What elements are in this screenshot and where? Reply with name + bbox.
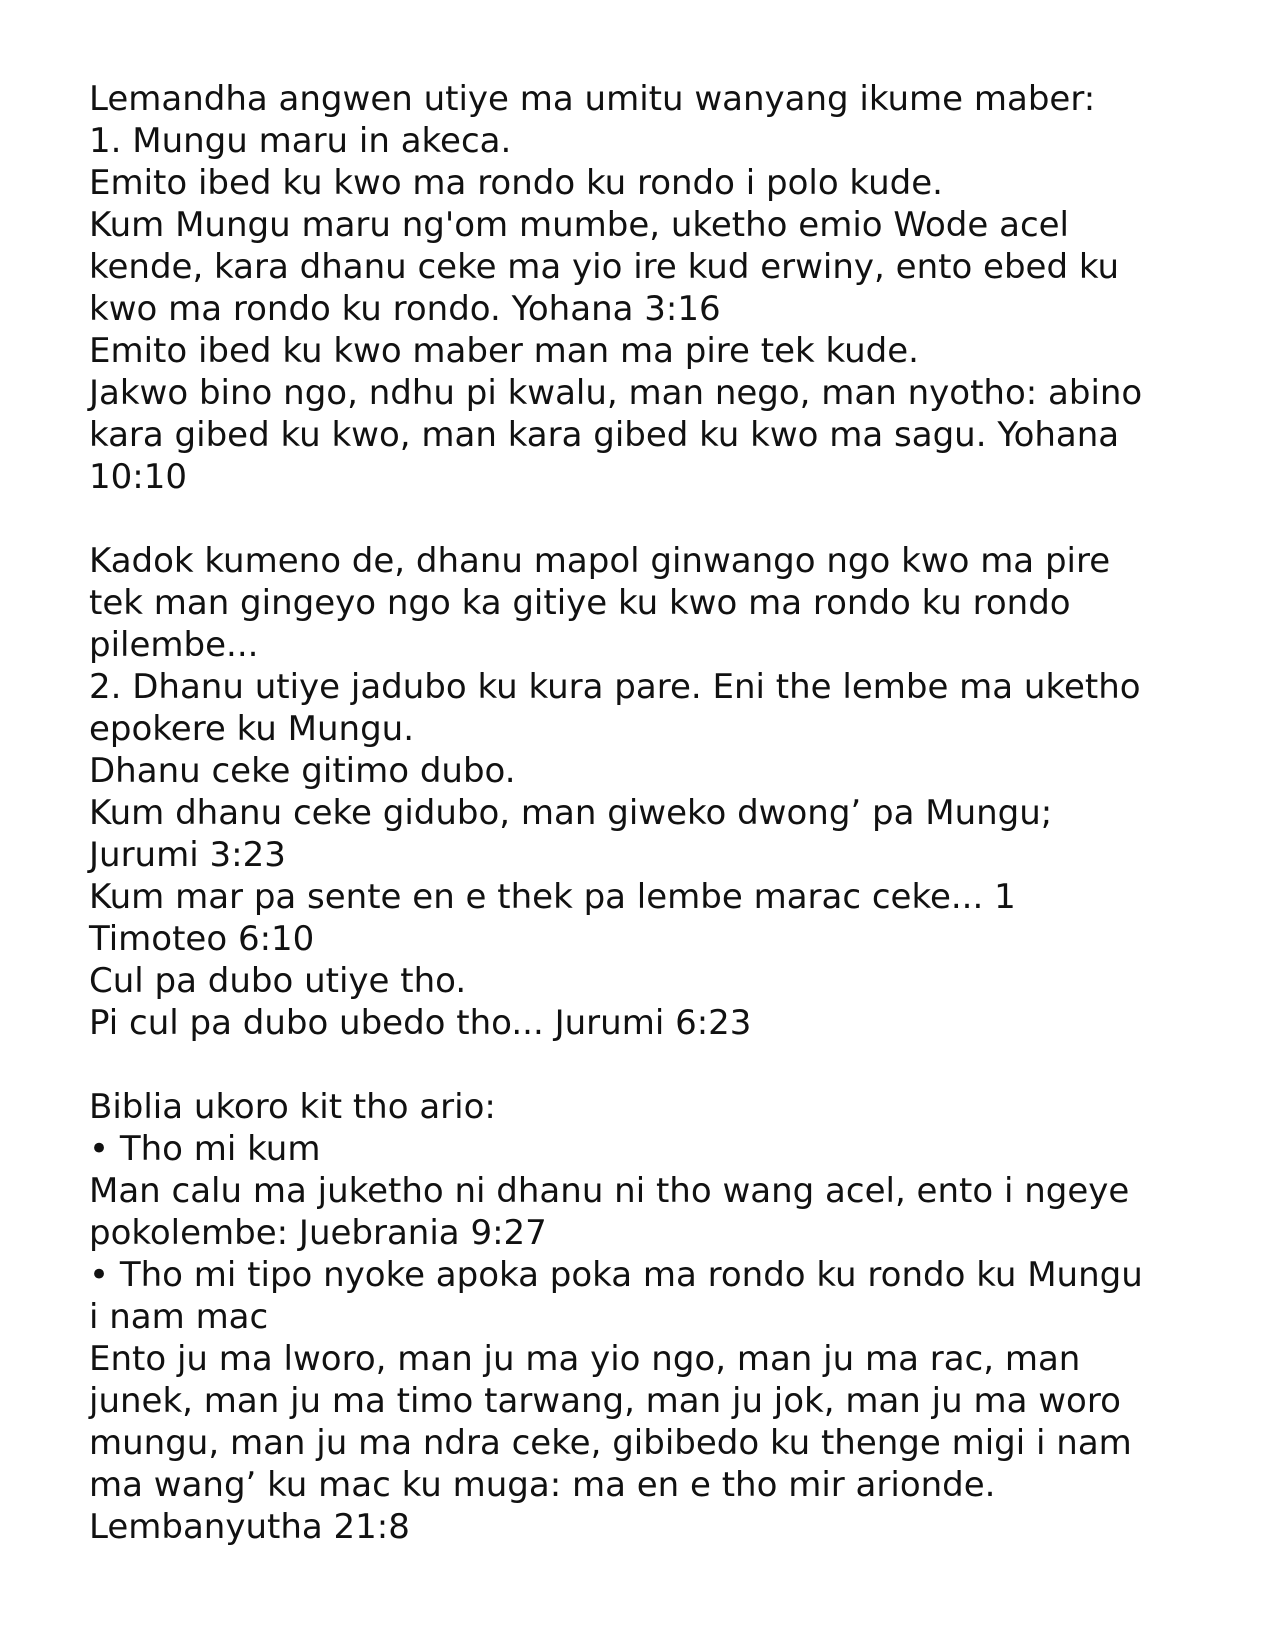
text-line: Jakwo bino ngo, ndhu pi kwalu, man nego, man nyotho: abino: [89, 373, 1143, 413]
document-page: [89, 78, 1209, 1548]
section-two-deaths: [89, 1086, 1209, 1548]
text-line: Man calu ma juketho ni dhanu ni tho wang acel, ento i ngeye: [89, 1171, 1130, 1211]
text-line: 1. Mungu maru in akeca.: [89, 121, 512, 161]
text-line: Dhanu ceke gitimo dubo.: [89, 751, 516, 791]
text-line: pilembe...: [89, 625, 259, 665]
text-line: junek, man ju ma timo tarwang, man ju jok, man ju ma woro: [89, 1381, 1121, 1421]
text-line: Emito ibed ku kwo ma rondo ku rondo i polo kude.: [89, 163, 943, 203]
paragraph-gap: [89, 498, 1209, 540]
text-line: mungu, man ju ma ndra ceke, gibibedo ku thenge migi i nam: [89, 1423, 1132, 1463]
text-line: ma wang’ ku mac ku muga: ma en e tho mir arionde.: [89, 1465, 996, 1505]
text-line: Jurumi 3:23: [89, 835, 286, 875]
text-line: Ento ju ma lworo, man ju ma yio ngo, man ju ma rac, man: [89, 1339, 1081, 1379]
text-line: 10:10: [89, 457, 187, 497]
text-line: i nam mac: [89, 1297, 269, 1337]
text-line: Kadok kumeno de, dhanu mapol ginwango ngo kwo ma pire: [89, 541, 1111, 581]
text-line: Kum Mungu maru ng'om mumbe, uketho emio Wode acel: [89, 205, 1070, 245]
text-line: Emito ibed ku kwo maber man ma pire tek kude.: [89, 331, 919, 371]
text-line: 2. Dhanu utiye jadubo ku kura pare. Eni the lembe ma uketho: [89, 667, 1141, 707]
text-line: Kum mar pa sente en e thek pa lembe marac ceke... 1: [89, 877, 1016, 917]
section-love-of-god: [89, 78, 1209, 498]
text-line: Lembanyutha 21:8: [89, 1507, 410, 1547]
text-line: Pi cul pa dubo ubedo tho... Jurumi 6:23: [89, 1003, 752, 1043]
text-line: Timoteo 6:10: [89, 919, 315, 959]
text-line: Biblia ukoro kit tho ario:: [89, 1087, 496, 1127]
text-line: Lemandha angwen utiye ma umitu wanyang ikume maber:: [89, 79, 1096, 119]
text-line: pokolembe: Juebrania 9:27: [89, 1213, 547, 1253]
paragraph-gap: [89, 1044, 1209, 1086]
bullet-item: • Tho mi tipo nyoke apoka poka ma rondo ku rondo ku Mungu: [89, 1255, 1143, 1295]
text-line: tek man gingeyo ngo ka gitiye ku kwo ma rondo ku rondo: [89, 583, 1071, 623]
text-line: kende, kara dhanu ceke ma yio ire kud erwiny, ento ebed ku: [89, 247, 1120, 287]
text-line: kara gibed ku kwo, man kara gibed ku kwo ma sagu. Yohana: [89, 415, 1120, 455]
text-line: Kum dhanu ceke gidubo, man giweko dwong’ pa Mungu;: [89, 793, 1053, 833]
bullet-item: • Tho mi kum: [89, 1129, 321, 1169]
text-line: kwo ma rondo ku rondo. Yohana 3:16: [89, 289, 721, 329]
section-sin: [89, 540, 1209, 1044]
text-line: epokere ku Mungu.: [89, 709, 415, 749]
text-line: Cul pa dubo utiye tho.: [89, 961, 467, 1001]
